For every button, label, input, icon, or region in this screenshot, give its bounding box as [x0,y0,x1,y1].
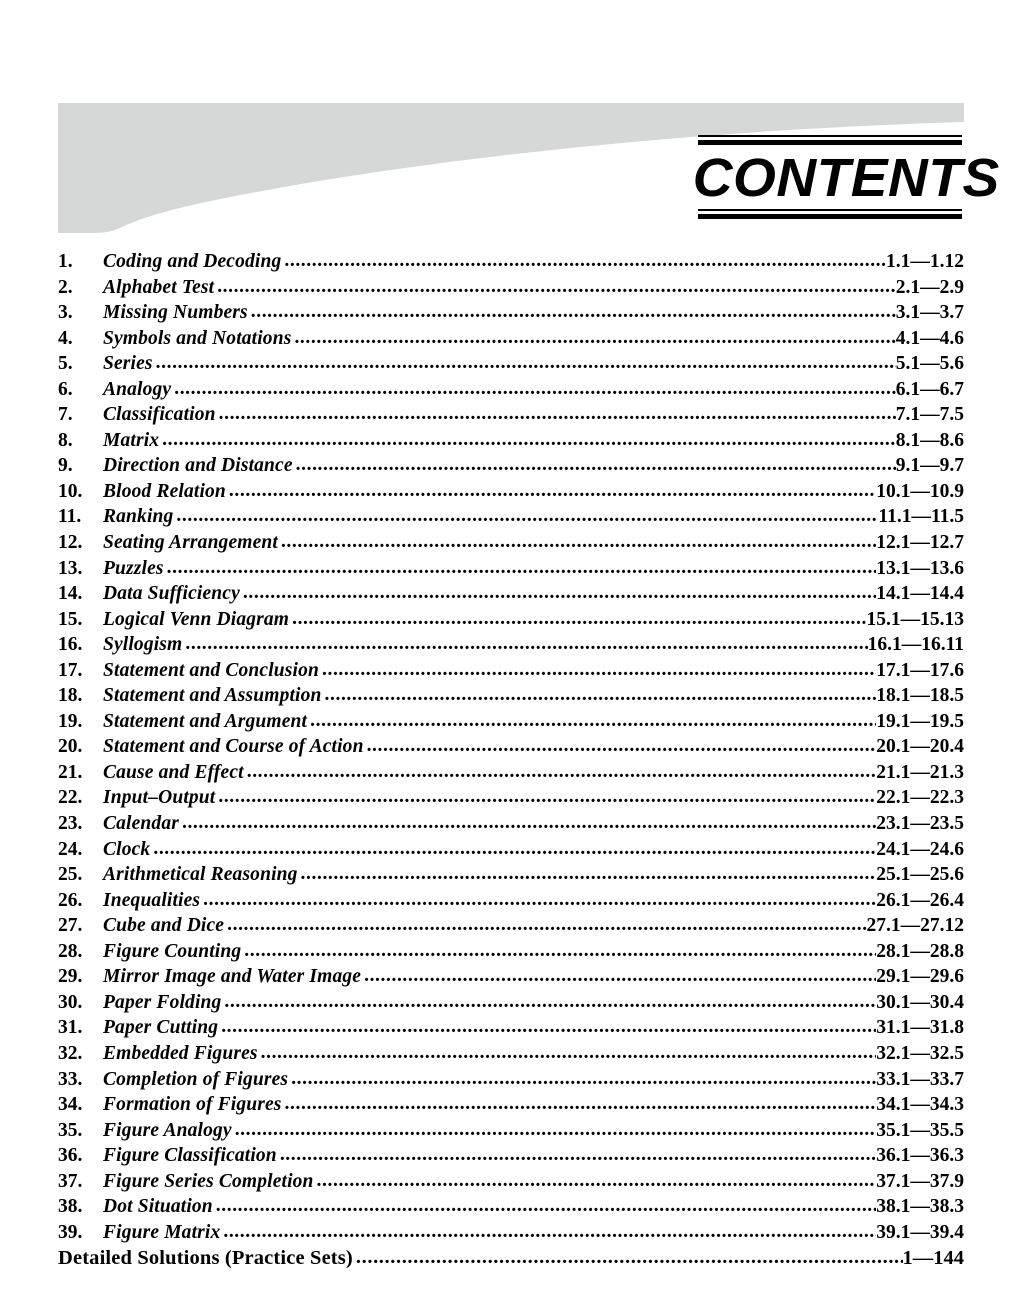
toc-entry-title[interactable]: Puzzles [103,557,164,579]
toc-entry-pages: 10.1—10.9 [876,480,964,502]
toc-entry[interactable] [58,734,964,760]
toc-summary-pages: 1—144 [902,1247,964,1270]
toc-entry-title[interactable]: Input–Output [103,787,216,809]
toc-dot-leader [281,529,876,555]
toc-entry-title[interactable]: Cause and Effect [103,761,244,783]
toc-dot-leader [243,580,876,606]
toc-dot-leader [301,861,877,887]
toc-entry-number: 19. [58,710,83,732]
toc-entry-number: 13. [58,557,83,579]
toc-entry-pages: 21.1—21.3 [876,761,964,783]
toc-entry-pages: 6.1—6.7 [895,378,964,400]
toc-entry-title[interactable]: Statement and Course of Action [103,736,364,758]
toc-entry[interactable] [58,326,964,352]
toc-entry-pages: 39.1—39.4 [876,1221,964,1243]
toc-dot-leader [221,1014,876,1040]
toc-entry-title[interactable]: Paper Cutting [103,1017,219,1039]
toc-dot-leader [285,1091,877,1117]
toc-entry[interactable] [58,1092,964,1118]
toc-dot-leader [310,708,876,734]
toc-entry[interactable] [58,837,964,863]
toc-dot-leader [167,555,877,581]
toc-entry[interactable] [58,939,964,965]
toc-entry-title[interactable]: Direction and Distance [103,455,293,477]
toc-entry-number: 23. [58,813,83,835]
toc-entry-title[interactable]: Missing Numbers [103,302,248,324]
toc-entry-number: 11. [58,506,82,528]
toc-entry-title[interactable]: Statement and Assumption [103,685,322,707]
toc-entry-number: 39. [58,1221,83,1243]
toc-entry-number: 27. [58,915,83,937]
toc-entry-number: 15. [58,608,83,630]
toc-entry-title[interactable]: Inequalities [103,889,201,911]
toc-entry[interactable] [58,300,964,326]
toc-dot-leader [182,810,876,836]
toc-entry-pages: 12.1—12.7 [876,532,964,554]
toc-entry-pages: 27.1—27.12 [866,915,964,937]
toc-entry[interactable] [58,607,964,633]
toc-entry-pages: 2.1—2.9 [895,276,964,298]
toc-entry-title[interactable]: Figure Matrix [103,1221,221,1243]
toc-entry[interactable] [58,1220,964,1246]
toc-entry-pages: 3.1—3.7 [895,302,964,324]
toc-entry-number: 30. [58,991,83,1013]
toc-entry[interactable] [58,402,964,428]
toc-entry[interactable] [58,581,964,607]
toc-entry-title[interactable]: Embedded Figures [103,1042,258,1064]
toc-entry-number: 14. [58,583,83,605]
toc-entry-number: 12. [58,532,83,554]
toc-entry-title[interactable]: Cube and Dice [103,915,225,937]
toc-entry-pages: 7.1—7.5 [895,404,964,426]
toc-entry-title[interactable]: Matrix [103,429,160,451]
toc-dot-leader [174,376,896,402]
toc-entry-pages: 26.1—26.4 [876,889,964,911]
toc-entry-number: 36. [58,1145,83,1167]
toc-entry-title[interactable]: Calendar [103,813,179,835]
toc-dot-leader [325,682,877,708]
toc-dot-leader [217,274,896,300]
toc-entry-pages: 20.1—20.4 [876,736,964,758]
toc-entry-pages: 8.1—8.6 [895,429,964,451]
toc-entry[interactable] [58,453,964,479]
toc-entry-number: 7. [58,404,73,426]
toc-entry-pages: 1.1—1.12 [886,251,964,272]
toc-entry-pages: 15.1—15.13 [866,608,964,630]
toc-entry-pages: 19.1—19.5 [876,710,964,732]
toc-dot-leader [280,1142,876,1168]
toc-entry[interactable] [58,556,964,582]
toc-dot-leader [247,759,877,785]
toc-entry[interactable] [58,862,964,888]
toc-summary-title[interactable]: Detailed Solutions (Practice Sets) [58,1247,353,1270]
title-rule-bottom-thick [698,214,962,219]
toc-entry[interactable] [58,377,964,403]
toc-entry-pages: 33.1—33.7 [876,1068,964,1090]
toc-dot-leader [185,631,867,657]
toc-entry[interactable] [58,249,964,275]
toc-entry-number: 34. [58,1094,83,1116]
toc-dot-leader [322,657,876,683]
toc-entry-title[interactable]: Mirror Image and Water Image [103,966,362,988]
toc-entry[interactable] [58,888,964,914]
toc-dot-leader [203,887,876,913]
toc-entry-pages: 16.1—16.11 [867,634,964,656]
toc-dot-leader [291,1066,876,1092]
toc-dot-leader [235,1117,877,1143]
toc-entry[interactable] [58,683,964,709]
toc-entry-pages: 14.1—14.4 [876,583,964,605]
toc-entry-pages: 4.1—4.6 [895,327,964,349]
toc-entry-number: 21. [58,761,83,783]
toc-entry-title[interactable]: Symbols and Notations [103,327,292,349]
toc-entry[interactable] [58,1143,964,1169]
toc-dot-leader [218,784,876,810]
toc-entry[interactable] [58,811,964,837]
toc-entry-number: 16. [58,634,83,656]
toc-entry-pages: 32.1—32.5 [876,1042,964,1064]
toc-entry-pages: 11.1—11.5 [878,506,964,528]
toc-entry-pages: 34.1—34.3 [876,1094,964,1116]
contents-title-block [692,135,1000,219]
toc-entry-title[interactable]: Data Sufficiency [103,583,240,605]
toc-dot-leader [227,912,866,938]
toc-entry-number: 22. [58,787,83,809]
toc-entry[interactable] [58,1194,964,1220]
toc-dot-leader [292,606,866,632]
toc-entry-pages: 28.1—28.8 [876,940,964,962]
toc-entry-title[interactable]: Statement and Conclusion [103,659,319,681]
toc-entry-number: 26. [58,889,83,911]
page-title: CONTENTS [692,148,1000,208]
toc-dot-leader [364,963,876,989]
toc-entry[interactable] [58,275,964,301]
toc-entry-title[interactable]: Logical Venn Diagram [103,608,290,630]
toc-entry[interactable] [58,1041,964,1067]
toc-entry-title[interactable]: Analogy [103,378,172,400]
toc-entry-pages: 35.1—35.5 [876,1119,964,1141]
toc-entry-number: 37. [58,1170,83,1192]
toc-entry-pages: 13.1—13.6 [876,557,964,579]
toc-entry[interactable] [58,990,964,1016]
toc-entry-title[interactable]: Figure Series Completion [103,1170,314,1192]
toc-entry-number: 6. [58,378,73,400]
toc-dot-leader [251,299,896,325]
toc-entry-number: 8. [58,429,73,451]
toc-entry-number: 4. [58,327,73,349]
toc-dot-leader [367,733,877,759]
toc-dot-leader [294,325,895,351]
toc-entry-pages: 29.1—29.6 [876,966,964,988]
toc-entry-title[interactable]: Formation of Figures [103,1094,282,1116]
toc-entry-title[interactable]: Blood Relation [103,480,226,502]
toc-entry-pages: 38.1—38.3 [876,1196,964,1218]
toc-entry-number: 33. [58,1068,83,1090]
toc-entry-title[interactable]: Figure Analogy [103,1119,232,1141]
toc-entry[interactable] [58,760,964,786]
toc-dot-leader [317,1168,877,1194]
toc-entry-number: 35. [58,1119,83,1141]
toc-entry[interactable] [58,709,964,735]
toc-entry-title[interactable]: Figure Classification [103,1145,277,1167]
toc-entry-pages: 31.1—31.8 [876,1017,964,1039]
toc-entry[interactable] [58,913,964,939]
toc-summary-dot-leader [356,1244,903,1271]
toc-entry[interactable] [58,479,964,505]
toc-entry-number: 31. [58,1017,83,1039]
toc-entry-title[interactable]: Ranking [103,506,174,528]
toc-dot-leader [229,478,876,504]
toc-dot-leader [244,938,876,964]
toc-entry-title[interactable]: Completion of Figures [103,1068,289,1090]
toc-entry[interactable] [58,1118,964,1144]
toc-entry-title[interactable]: Alphabet Test [103,276,215,298]
toc-entry[interactable] [58,658,964,684]
toc-entry-number: 18. [58,685,83,707]
toc-entry-number: 1. [58,251,73,272]
toc-entry-number: 24. [58,838,83,860]
page-header [0,0,1024,240]
toc-entry-title[interactable]: Clock [103,838,151,860]
toc-entry-title[interactable]: Syllogism [103,634,183,656]
toc-entry-pages: 36.1—36.3 [876,1145,964,1167]
toc-entry-pages: 5.1—5.6 [895,353,964,375]
toc-dot-leader [153,836,876,862]
toc-entry[interactable] [58,632,964,658]
toc-entry-title[interactable]: Arithmetical Reasoning [103,864,298,886]
toc-entry-number: 5. [58,353,73,375]
toc-entry-pages: 23.1—23.5 [876,813,964,835]
toc-entry[interactable] [58,428,964,454]
toc-entry-pages: 30.1—30.4 [876,991,964,1013]
toc-entry[interactable] [58,530,964,556]
toc-entry-number: 38. [58,1196,83,1218]
toc-entry[interactable] [58,1169,964,1195]
toc-entry-pages: 22.1—22.3 [876,787,964,809]
toc-entry-pages: 9.1—9.7 [895,455,964,477]
toc-entry-number: 20. [58,736,83,758]
toc-entry-number: 28. [58,940,83,962]
toc-entry-pages: 25.1—25.6 [876,864,964,886]
toc-entry-title[interactable]: Series [103,353,153,375]
toc-entry-title[interactable]: Statement and Argument [103,710,308,732]
toc-dot-leader [261,1040,877,1066]
toc-dot-leader [223,1219,876,1245]
toc-entry-title[interactable]: Paper Folding [103,991,222,1013]
toc-entry-number: 9. [58,455,73,477]
toc-dot-leader [162,427,896,453]
toc-entry[interactable] [58,1015,964,1041]
toc-dot-leader [296,452,896,478]
toc-dot-leader [156,350,896,376]
toc-dot-leader [216,1193,876,1219]
toc-entry-number: 17. [58,659,83,681]
toc-entry-number: 29. [58,966,83,988]
toc-entry-pages: 24.1—24.6 [876,838,964,860]
toc-entry[interactable] [58,964,964,990]
toc-entry-number: 2. [58,276,73,298]
toc-dot-leader [219,401,896,427]
toc-entry[interactable] [58,351,964,377]
toc-entry-number: 3. [58,302,73,324]
toc-dot-leader [284,248,886,274]
toc-entry-number: 32. [58,1042,83,1064]
toc-dot-leader [224,989,876,1015]
toc-entry-title[interactable]: Dot Situation [103,1196,213,1218]
toc-dot-leader [176,503,878,529]
toc-entry-number: 10. [58,480,83,502]
toc-entry[interactable] [58,1067,964,1093]
toc-entry-pages: 17.1—17.6 [876,659,964,681]
toc-summary-entry[interactable] [58,1245,964,1272]
toc-entry-number: 25. [58,864,83,886]
toc-entry-title[interactable]: Seating Arrangement [103,532,278,554]
toc-entry-pages: 37.1—37.9 [876,1170,964,1192]
toc-entry-title[interactable]: Classification [103,404,216,426]
toc-entry[interactable] [58,504,964,530]
table-of-contents-list [58,249,964,1272]
toc-entry-title[interactable]: Coding and Decoding [103,251,282,272]
toc-entry-title[interactable]: Figure Counting [103,940,242,962]
toc-entry[interactable] [58,785,964,811]
toc-entry-pages: 18.1—18.5 [876,685,964,707]
